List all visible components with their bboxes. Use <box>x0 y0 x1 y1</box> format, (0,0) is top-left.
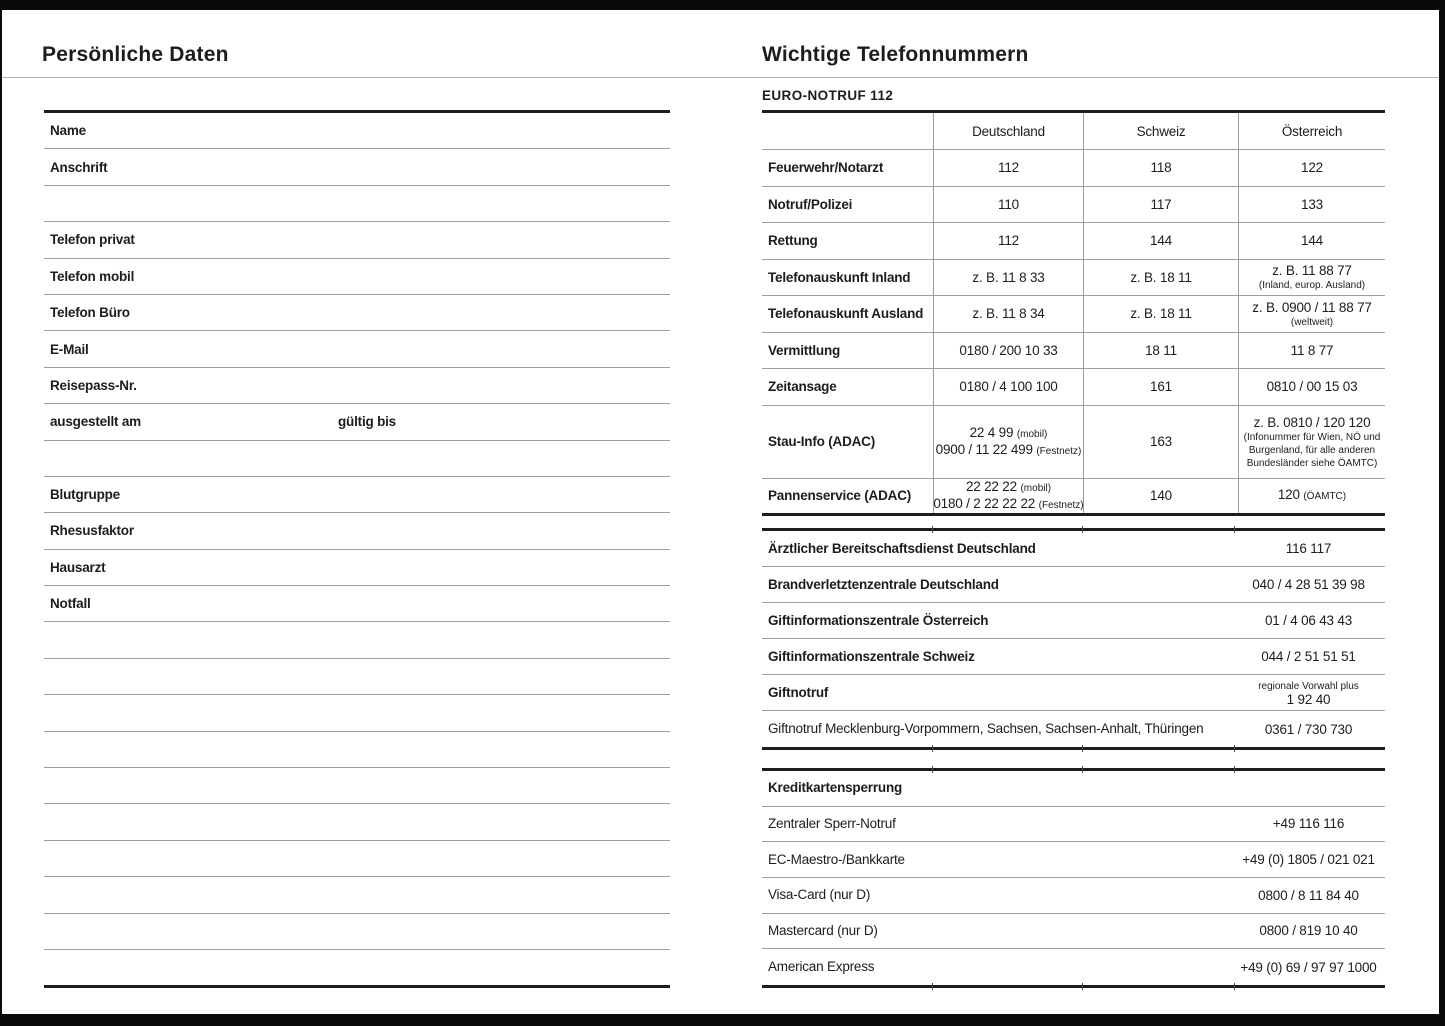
phone-cell <box>933 406 1083 478</box>
value-note: (Festnetz) <box>1038 499 1084 511</box>
phone-cell <box>1083 479 1238 513</box>
phone-cell <box>933 187 1083 223</box>
field-label: E-Mail <box>50 341 89 357</box>
value-note: regionale Vorwahl plus <box>1258 680 1359 692</box>
phone-cell <box>1083 369 1238 405</box>
field-label: Notfall <box>50 596 91 612</box>
value-text: 18 11 <box>1145 342 1177 358</box>
column-header: Österreich <box>1238 113 1385 149</box>
row-label: Zeitansage <box>768 379 837 395</box>
value-line <box>1151 197 1172 212</box>
value-text: 140 <box>1150 488 1172 503</box>
value-line <box>970 425 1048 442</box>
value-text: 1 92 40 <box>1286 691 1331 707</box>
value-note: (weltweit) <box>1290 316 1334 328</box>
phone-cell <box>933 296 1083 332</box>
value-text: 163 <box>1150 434 1172 449</box>
row-label: EC-Maestro-/Bankkarte <box>768 851 905 867</box>
value-line <box>1150 233 1172 248</box>
value-line <box>1130 270 1191 285</box>
phone-row <box>762 603 1385 639</box>
row-label: Mastercard (nur D) <box>768 922 878 938</box>
value-text: 118 <box>1150 160 1172 176</box>
value-line <box>1252 300 1371 315</box>
form-blank-row <box>44 622 670 658</box>
value-line <box>1301 197 1323 212</box>
phone-cell <box>933 223 1083 259</box>
phone-cell <box>1083 333 1238 369</box>
phone-cell <box>1083 187 1238 223</box>
row-label: Zentraler Sperr-Notruf <box>768 815 896 831</box>
phone-cell <box>933 260 1083 296</box>
form-blank-row <box>44 732 670 768</box>
phone-cell <box>1238 369 1385 405</box>
form-row <box>44 113 670 149</box>
value-line <box>1286 541 1331 556</box>
value-text: 11 8 77 <box>1290 342 1334 358</box>
value-note: (Festnetz) <box>1036 445 1082 457</box>
form-blank-row <box>44 441 670 477</box>
value-text: z. B. 11 8 34 <box>972 306 1045 322</box>
value-text: 22 22 22 <box>965 478 1021 494</box>
value-line <box>1151 160 1172 175</box>
table-row <box>762 296 1385 333</box>
row-value <box>1235 842 1382 877</box>
value-line <box>1265 613 1352 628</box>
value-text: z. B. 18 11 <box>1130 269 1192 285</box>
value-text: 0900 / 11 22 499 <box>935 441 1037 457</box>
phone-row <box>762 949 1385 985</box>
field-label-secondary: gültig bis <box>338 414 396 430</box>
form-row <box>44 513 670 549</box>
value-line <box>972 270 1044 285</box>
value-line <box>1278 487 1346 504</box>
row-label: American Express <box>768 959 875 975</box>
row-label: Ärztlicher Bereitschaftsdienst Deutschland <box>768 540 1036 556</box>
column-header: Schweiz <box>1083 113 1238 149</box>
form-blank-row <box>44 186 670 222</box>
value-text: 0361 / 730 730 <box>1264 721 1353 737</box>
value-text: z. B. 0810 / 120 120 <box>1253 414 1371 430</box>
row-label: Stau-Info (ADAC) <box>768 434 876 449</box>
row-value <box>1235 567 1382 602</box>
value-line <box>1287 692 1331 707</box>
value-line <box>1291 315 1333 328</box>
value-text: z. B. 18 11 <box>1130 306 1192 322</box>
value-text: +49 (0) 1805 / 021 021 <box>1242 852 1375 868</box>
phone-row <box>762 914 1385 950</box>
row-label: Rettung <box>768 233 818 249</box>
value-text: 116 117 <box>1285 541 1332 556</box>
form-row <box>44 550 670 586</box>
form-row <box>44 368 670 404</box>
value-note: (mobil) <box>1016 428 1048 440</box>
phone-row <box>762 567 1385 603</box>
form-blank-row <box>44 914 670 950</box>
row-label: Giftnotruf <box>768 684 829 700</box>
value-text: 0800 / 819 10 40 <box>1259 923 1358 939</box>
value-line <box>966 479 1051 496</box>
value-text: +49 116 116 <box>1272 816 1345 832</box>
form-row <box>44 331 670 367</box>
row-label: Pannenservice (ADAC) <box>768 488 912 503</box>
value-text: 161 <box>1150 379 1172 395</box>
form-row <box>44 404 670 440</box>
form-row <box>44 295 670 331</box>
field-label: Hausarzt <box>50 559 106 575</box>
value-line <box>1150 434 1172 449</box>
value-text: 0180 / 200 10 33 <box>959 342 1058 358</box>
value-text: 144 <box>1301 233 1323 249</box>
value-note: (Inland, europ. Ausland) <box>1258 280 1366 292</box>
value-text: 01 / 4 06 43 43 <box>1264 613 1353 628</box>
row-value <box>1235 878 1382 913</box>
value-line <box>959 379 1057 394</box>
row-label: Feuerwehr/Notarzt <box>768 160 884 176</box>
value-line <box>936 442 1082 459</box>
phone-cell <box>933 479 1083 513</box>
value-text: 144 <box>1150 233 1172 249</box>
value-line <box>1247 456 1378 469</box>
row-label: Notruf/Polizei <box>768 196 853 212</box>
value-line <box>1301 233 1323 248</box>
row-value <box>1235 807 1382 842</box>
table-header-row <box>762 113 1385 150</box>
value-note: (Infonummer für Wien, NÖ und <box>1243 431 1381 443</box>
value-text: 0810 / 00 15 03 <box>1266 379 1358 395</box>
row-value <box>1235 531 1382 566</box>
row-value <box>1235 675 1382 710</box>
page-title-important-phone-numbers: Wichtige Telefonnummern <box>762 43 1029 66</box>
phone-cell <box>933 333 1083 369</box>
field-label: Reisepass-Nr. <box>50 377 137 393</box>
value-text: 0180 / 2 22 22 22 <box>933 495 1039 511</box>
field-label: Blutgruppe <box>50 487 120 503</box>
field-label: Telefon Büro <box>50 305 130 321</box>
value-line <box>1242 852 1375 867</box>
phone-cell <box>1238 223 1385 259</box>
form-blank-row <box>44 841 670 877</box>
phone-cell <box>1083 150 1238 186</box>
phone-cell <box>1238 260 1385 296</box>
field-label: Rhesusfaktor <box>50 523 134 539</box>
value-note: Bundesländer siehe ÖAMTC) <box>1246 457 1378 469</box>
row-label: Telefonauskunft Ausland <box>768 306 924 322</box>
value-text: +49 (0) 69 / 97 97 1000 <box>1240 959 1377 975</box>
field-label: Telefon mobil <box>50 268 135 284</box>
value-line <box>1273 816 1344 831</box>
value-line <box>1291 343 1334 358</box>
row-value <box>1235 603 1382 638</box>
value-line <box>1240 960 1376 975</box>
value-text: 117 <box>1150 196 1172 212</box>
phone-row <box>762 711 1385 747</box>
row-label: Telefonauskunft Inland <box>768 269 911 285</box>
row-value <box>1235 949 1382 985</box>
section-header: Kreditkartensperrung <box>768 780 903 796</box>
phone-cell <box>1238 333 1385 369</box>
phone-row <box>762 771 1385 807</box>
value-line <box>1249 443 1375 456</box>
value-text: 0800 / 8 11 84 40 <box>1258 887 1359 903</box>
form-blank-row <box>44 768 670 804</box>
value-note: (ÖAMTC) <box>1303 491 1347 502</box>
value-line <box>1261 649 1355 664</box>
value-text: z. B. 0900 / 11 88 77 <box>1252 299 1372 315</box>
value-line <box>933 496 1083 513</box>
phone-cell <box>1083 296 1238 332</box>
table-row <box>762 369 1385 406</box>
form-blank-row <box>44 804 670 840</box>
phone-cell <box>1238 150 1385 186</box>
value-line <box>1258 679 1359 692</box>
phone-row <box>762 639 1385 675</box>
field-label: Name <box>50 123 86 139</box>
phone-cell <box>1238 406 1385 478</box>
table-row <box>762 260 1385 297</box>
form-row <box>44 259 670 295</box>
value-line <box>1301 160 1323 175</box>
form-row <box>44 477 670 513</box>
value-line <box>998 197 1019 212</box>
row-label: Brandverletztenzentrale Deutschland <box>768 576 999 592</box>
credit-card-blocking-section <box>762 768 1385 988</box>
table-row <box>762 150 1385 187</box>
value-text: 122 <box>1301 160 1323 176</box>
form-blank-row <box>44 659 670 695</box>
value-line <box>1150 379 1172 394</box>
field-label: ausgestellt am <box>50 414 141 430</box>
row-label: Vermittlung <box>768 342 841 358</box>
value-line <box>1244 430 1381 443</box>
field-label: Anschrift <box>50 159 108 175</box>
value-line <box>1259 923 1357 938</box>
table-row <box>762 479 1385 513</box>
phone-row <box>762 842 1385 878</box>
phone-row <box>762 878 1385 914</box>
value-text: 120 <box>1277 487 1304 502</box>
value-line <box>1130 306 1191 321</box>
phone-cell <box>1083 223 1238 259</box>
value-text: 22 4 99 <box>969 424 1017 440</box>
row-label: Visa-Card (nur D) <box>768 887 871 903</box>
personal-data-form <box>44 110 670 988</box>
value-line <box>998 160 1019 175</box>
euro-notruf-caption: EURO-NOTRUF 112 <box>762 88 894 103</box>
form-row <box>44 586 670 622</box>
phone-row <box>762 807 1385 843</box>
phone-row <box>762 531 1385 567</box>
value-text: 044 / 2 51 51 51 <box>1261 649 1356 664</box>
row-label: Giftinformationszentrale Österreich <box>768 612 989 628</box>
phone-cell <box>1238 296 1385 332</box>
form-blank-row <box>44 877 670 913</box>
value-line <box>1145 343 1177 358</box>
form-blank-row <box>44 950 670 988</box>
table-row <box>762 333 1385 370</box>
field-label: Telefon privat <box>50 232 135 248</box>
value-line <box>959 343 1057 358</box>
value-line <box>972 306 1044 321</box>
table-row <box>762 406 1385 479</box>
row-label: Giftinformationszentrale Schweiz <box>768 648 975 664</box>
value-text: z. B. 11 8 33 <box>972 269 1045 285</box>
form-blank-row <box>44 695 670 731</box>
corner-cell <box>762 113 933 149</box>
value-line <box>1272 263 1352 278</box>
value-text: 112 <box>998 160 1019 176</box>
phone-cell <box>933 150 1083 186</box>
value-text: 0180 / 4 100 100 <box>959 379 1058 395</box>
value-text: z. B. 11 88 77 <box>1272 263 1352 279</box>
row-value <box>1235 711 1382 747</box>
value-line <box>1150 488 1172 503</box>
phone-cell <box>1083 260 1238 296</box>
row-value <box>1235 639 1382 674</box>
value-text: 110 <box>998 196 1019 212</box>
value-note: (mobil) <box>1020 482 1052 494</box>
phone-cell <box>933 369 1083 405</box>
column-header: Deutschland <box>933 113 1083 149</box>
value-line <box>1259 278 1365 291</box>
value-text: 040 / 4 28 51 39 98 <box>1252 577 1365 592</box>
value-line <box>998 233 1019 248</box>
phone-row <box>762 675 1385 711</box>
page-title-personal-data: Persönliche Daten <box>42 43 229 66</box>
medical-emergency-section <box>762 528 1385 750</box>
row-value <box>1235 914 1382 949</box>
value-line <box>1254 415 1371 430</box>
value-line <box>1252 577 1365 592</box>
table-row <box>762 187 1385 224</box>
value-line <box>1258 888 1359 903</box>
phone-cell <box>1238 187 1385 223</box>
value-note: Burgenland, für alle anderen <box>1248 444 1376 456</box>
form-row <box>44 222 670 258</box>
emergency-numbers-table <box>762 110 1385 516</box>
value-text: 112 <box>998 233 1019 249</box>
phone-cell <box>1083 406 1238 478</box>
phone-cell <box>1238 479 1385 513</box>
value-text: 133 <box>1301 196 1323 212</box>
header-divider-rule <box>2 77 1439 78</box>
row-label: Giftnotruf Mecklenburg-Vorpommern, Sachsen, Sachsen-Anhalt, Thüringen <box>768 721 1204 736</box>
value-line <box>1267 379 1358 394</box>
form-row <box>44 149 670 185</box>
table-row <box>762 223 1385 260</box>
value-line <box>1265 722 1352 737</box>
